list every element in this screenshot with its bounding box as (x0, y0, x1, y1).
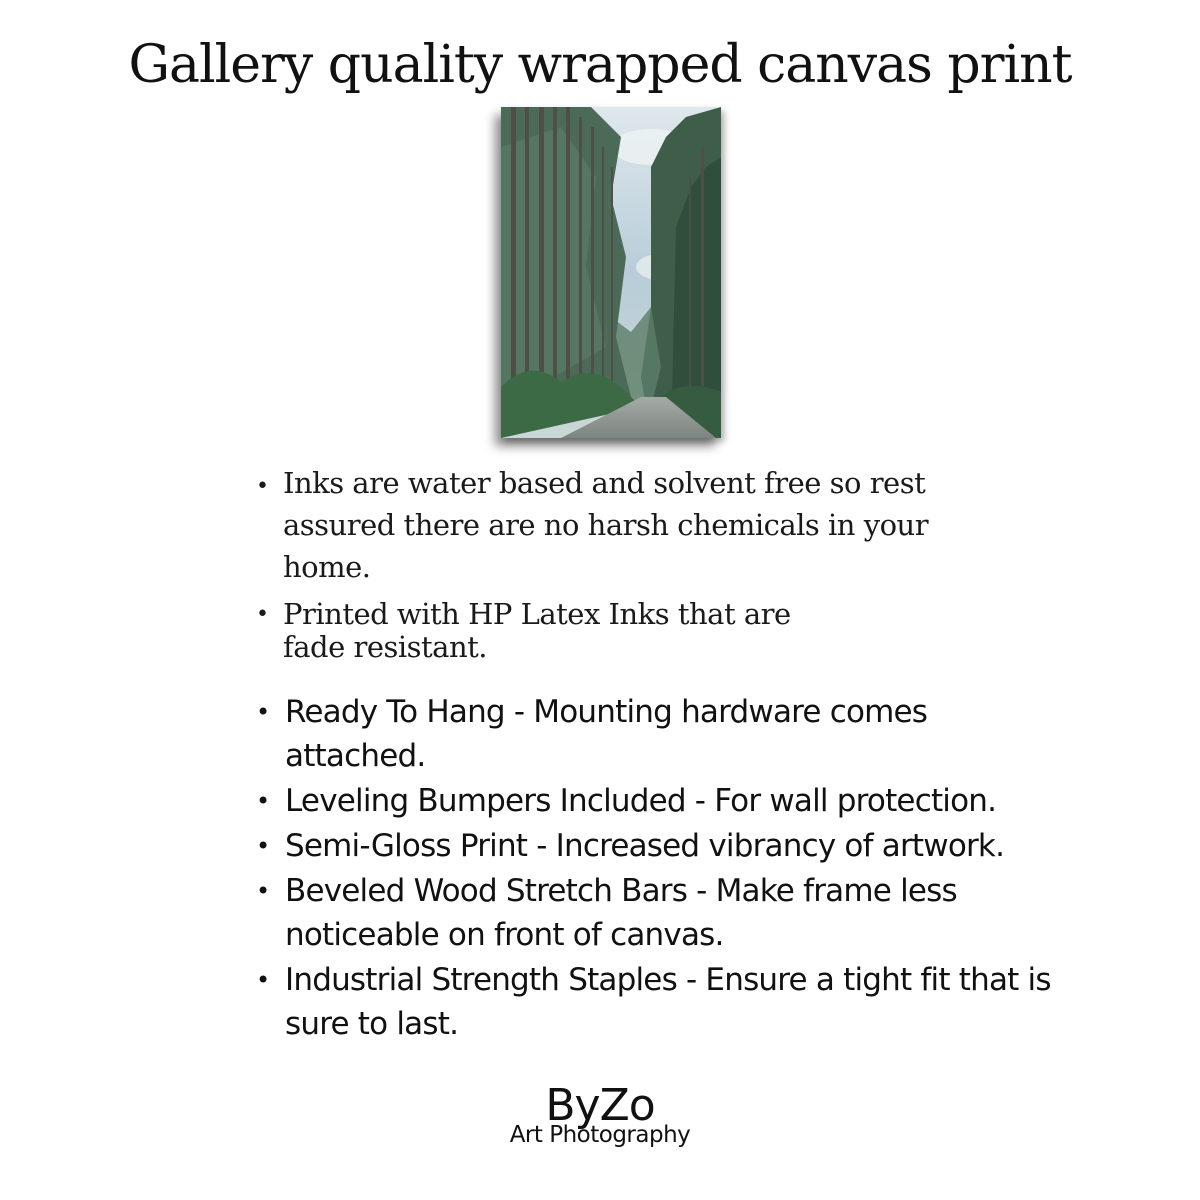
ink-feature-list (256, 462, 996, 664)
list-item: • Beveled Wood Stretch Bars - Make frame less noticeable on front of canvas. (256, 869, 1056, 957)
list-item: • Industrial Strength Staples - Ensure a tight fit that is sure to last. (256, 958, 1056, 1046)
brand-name: ByZo (545, 1080, 655, 1131)
list-item-line: fade resistant. (283, 630, 488, 664)
canvas-print-image (501, 107, 721, 438)
list-item: • Semi-Gloss Print - Increased vibrancy of artwork. (256, 824, 1056, 868)
list-item (256, 598, 996, 664)
list-item-line: • Printed with HP Latex Inks that are (283, 597, 791, 631)
page-title: Gallery quality wrapped canvas print (128, 35, 1072, 95)
list-item: • Inks are water based and solvent free so rest assured there are no harsh chemicals in your home. (256, 462, 983, 588)
hardware-feature-list (256, 690, 1056, 1047)
list-item: • Leveling Bumpers Included - For wall protection. (256, 779, 1056, 823)
list-item: • Ready To Hang - Mounting hardware comes attached. (256, 690, 1056, 778)
brand-logo (0, 1080, 1200, 1146)
brand-tagline: Art Photography (509, 1122, 691, 1148)
forest-road-photo (501, 107, 721, 438)
